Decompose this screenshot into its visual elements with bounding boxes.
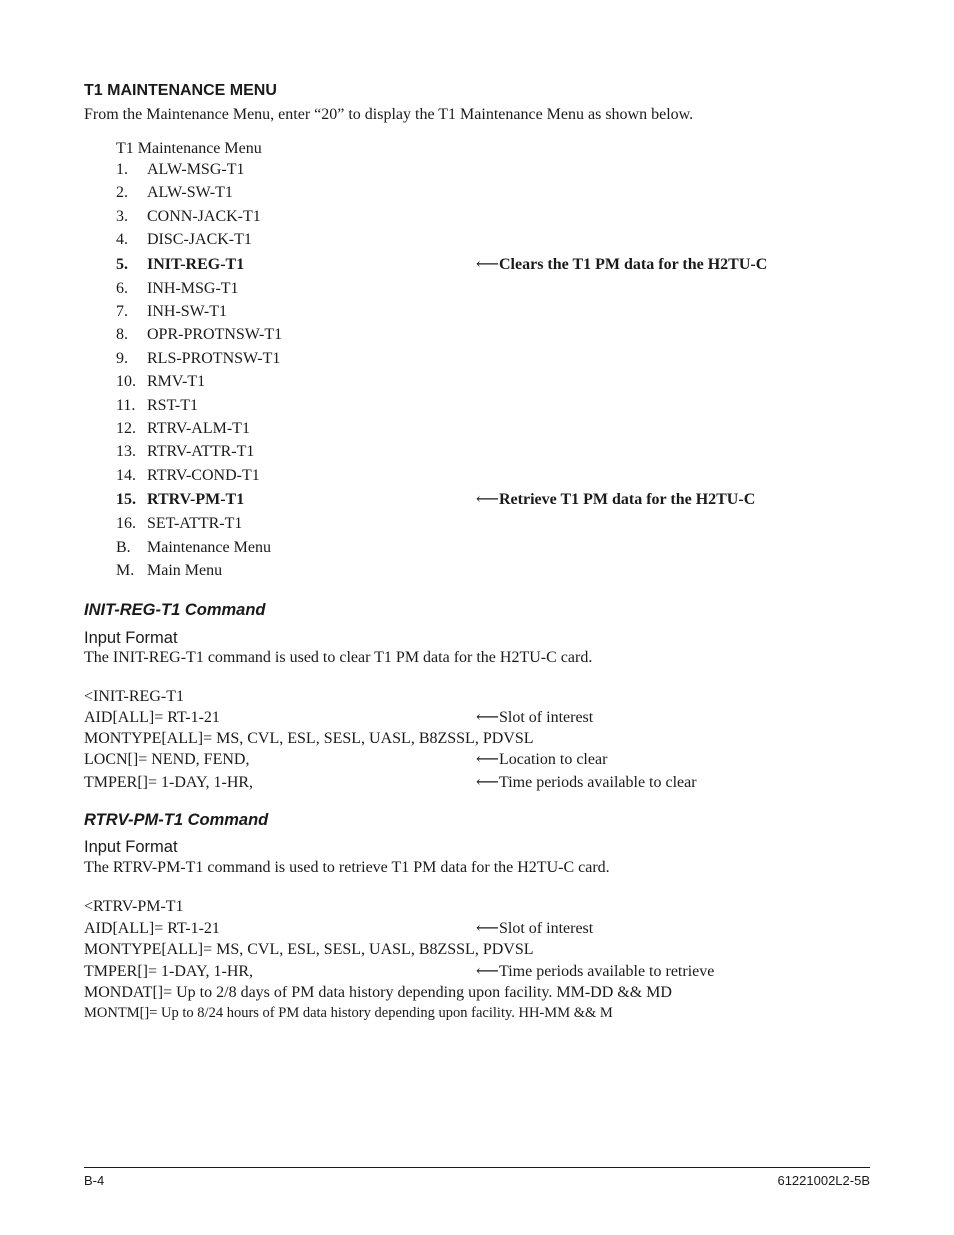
menu-item: 10. RMV-T1 xyxy=(116,373,206,390)
command-line: TMPER[]= 1-DAY, 1-HR, xyxy=(84,963,254,980)
menu-title: T1 Maintenance Menu xyxy=(116,140,262,157)
command-line: MONTM[]= Up to 8/24 hours of PM data history depending upon facility. HH-MM && M xyxy=(84,1005,613,1021)
menu-item-highlighted: 15. RTRV-PM-T1 xyxy=(116,491,245,508)
command-line: <RTRV-PM-T1 xyxy=(84,898,184,915)
command-line: <INIT-REG-T1 xyxy=(84,688,184,705)
left-arrow-icon: ⟵ xyxy=(476,774,499,791)
menu-item: 12. RTRV-ALM-T1 xyxy=(116,420,250,437)
menu-item: 11. RST-T1 xyxy=(116,397,198,414)
command-line: TMPER[]= 1-DAY, 1-HR, xyxy=(84,774,254,791)
menu-item-highlighted: 5. INIT-REG-T1 xyxy=(116,256,245,273)
menu-item: 6. INH-MSG-T1 xyxy=(116,280,239,297)
command-annotation: ⟵Slot of interest xyxy=(476,920,594,937)
footer-divider xyxy=(84,1167,870,1168)
menu-item: 16. SET-ATTR-T1 xyxy=(116,515,243,532)
command-line: MONTYPE[ALL]= MS, CVL, ESL, SESL, UASL, B8ZSSL, PDVSL xyxy=(84,941,534,958)
left-arrow-icon: ⟵ xyxy=(476,963,499,980)
left-arrow-icon: ⟵ xyxy=(476,751,499,768)
menu-item: 2. ALW-SW-T1 xyxy=(116,184,233,201)
menu-item-annotation: ⟵Retrieve T1 PM data for the H2TU-C xyxy=(476,491,756,508)
menu-item: 4. DISC-JACK-T1 xyxy=(116,231,252,248)
command-line: LOCN[]= NEND, FEND, xyxy=(84,751,250,768)
left-arrow-icon: ⟵ xyxy=(476,491,499,508)
command-line: MONDAT[]= Up to 2/8 days of PM data history depending upon facility. MM-DD && MD xyxy=(84,984,672,1001)
page-number: B-4 xyxy=(84,1173,105,1188)
menu-item: 8. OPR-PROTNSW-T1 xyxy=(116,326,283,343)
command-annotation: ⟵Time periods available to clear xyxy=(476,774,697,791)
rtrv-pm-description: The RTRV-PM-T1 command is used to retrieve T1 PM data for the H2TU-C card. xyxy=(84,859,610,876)
menu-item-annotation: ⟵Clears the T1 PM data for the H2TU-C xyxy=(476,256,768,273)
command-line: MONTYPE[ALL]= MS, CVL, ESL, SESL, UASL, B8ZSSL, PDVSL xyxy=(84,730,534,747)
menu-item: 14. RTRV-COND-T1 xyxy=(116,467,260,484)
command-annotation: ⟵Slot of interest xyxy=(476,709,594,726)
left-arrow-icon: ⟵ xyxy=(476,256,499,273)
intro-text: From the Maintenance Menu, enter “20” to display the T1 Maintenance Menu as shown below. xyxy=(84,106,694,123)
rtrv-pm-heading: RTRV-PM-T1 Command xyxy=(84,811,269,829)
section-title: T1 MAINTENANCE MENU xyxy=(84,82,277,99)
menu-item: 9. RLS-PROTNSW-T1 xyxy=(116,350,281,367)
left-arrow-icon: ⟵ xyxy=(476,920,499,937)
init-reg-heading: INIT-REG-T1 Command xyxy=(84,601,266,619)
init-reg-description: The INIT-REG-T1 command is used to clear T1 PM data for the H2TU-C card. xyxy=(84,649,593,666)
command-line: AID[ALL]= RT-1-21 xyxy=(84,709,220,726)
command-annotation: ⟵Time periods available to retrieve xyxy=(476,963,715,980)
menu-item: 7. INH-SW-T1 xyxy=(116,303,227,320)
command-line: AID[ALL]= RT-1-21 xyxy=(84,920,220,937)
menu-item: B. Maintenance Menu xyxy=(116,539,271,556)
menu-item: 13. RTRV-ATTR-T1 xyxy=(116,443,255,460)
menu-item: 1. ALW-MSG-T1 xyxy=(116,161,245,178)
document-number: 61221002L2-5B xyxy=(777,1173,870,1188)
init-reg-subheading: Input Format xyxy=(84,629,178,647)
command-annotation: ⟵Location to clear xyxy=(476,751,608,768)
left-arrow-icon: ⟵ xyxy=(476,709,499,726)
rtrv-pm-subheading: Input Format xyxy=(84,838,178,856)
menu-item: 3. CONN-JACK-T1 xyxy=(116,208,261,225)
menu-item: M. Main Menu xyxy=(116,562,223,579)
